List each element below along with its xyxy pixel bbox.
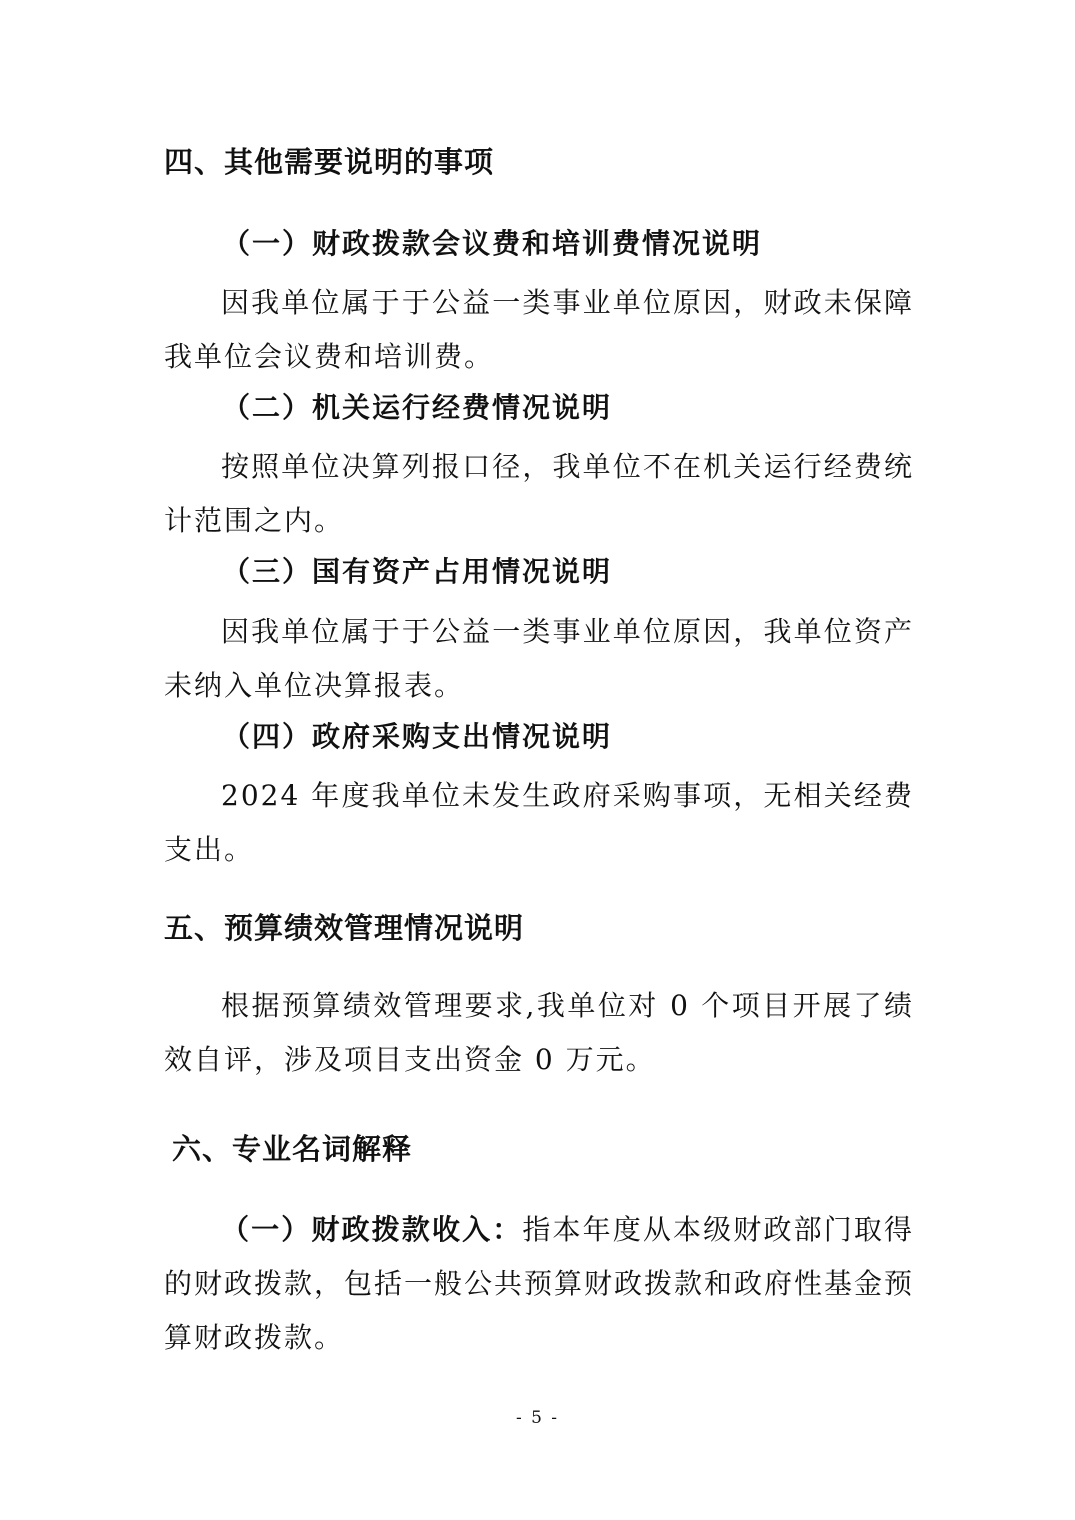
paragraph-4-1: 因我单位属于于公益一类事业单位原因，财政未保障我单位会议费和培训费。: [164, 286, 914, 373]
subsection-heading-4-2: （二）机关运行经费情况说明: [222, 391, 613, 424]
section-heading-5: 五、预算绩效管理情况说明: [164, 911, 525, 945]
paragraph-6-1: [164, 1203, 914, 1365]
term-label: （一）财政拨款收入：: [221, 1213, 523, 1246]
paragraph-4-2: 按照单位决算列报口径，我单位不在机关运行经费统计范围之内。: [164, 450, 914, 537]
paragraph-5: 根据预算绩效管理要求,我单位对 0 个项目开展了绩效自评，涉及项目支出资金 0 万元。: [164, 989, 914, 1076]
subsection-heading-4-3: （三）国有资产占用情况说明: [222, 555, 613, 588]
subsection-heading-4-1: （一）财政拨款会议费和培训费情况说明: [222, 227, 763, 260]
term-definition: 指本年度从本级财政部门取得的财政拨款，包括一般公共预算财政拨款和政府性基金预算财政拨款。: [164, 1213, 915, 1354]
section-heading-6: 六、专业名词解释: [172, 1132, 413, 1166]
subsection-heading-4-4: （四）政府采购支出情况说明: [222, 720, 613, 753]
paragraph-4-3: 因我单位属于于公益一类事业单位原因，我单位资产未纳入单位决算报表。: [164, 615, 914, 702]
section-heading-4: 四、其他需要说明的事项: [164, 145, 495, 179]
page-number: - 5 -: [515, 1408, 560, 1428]
paragraph-4-4: 2024 年度我单位未发生政府采购事项，无相关经费支出。: [164, 779, 914, 866]
